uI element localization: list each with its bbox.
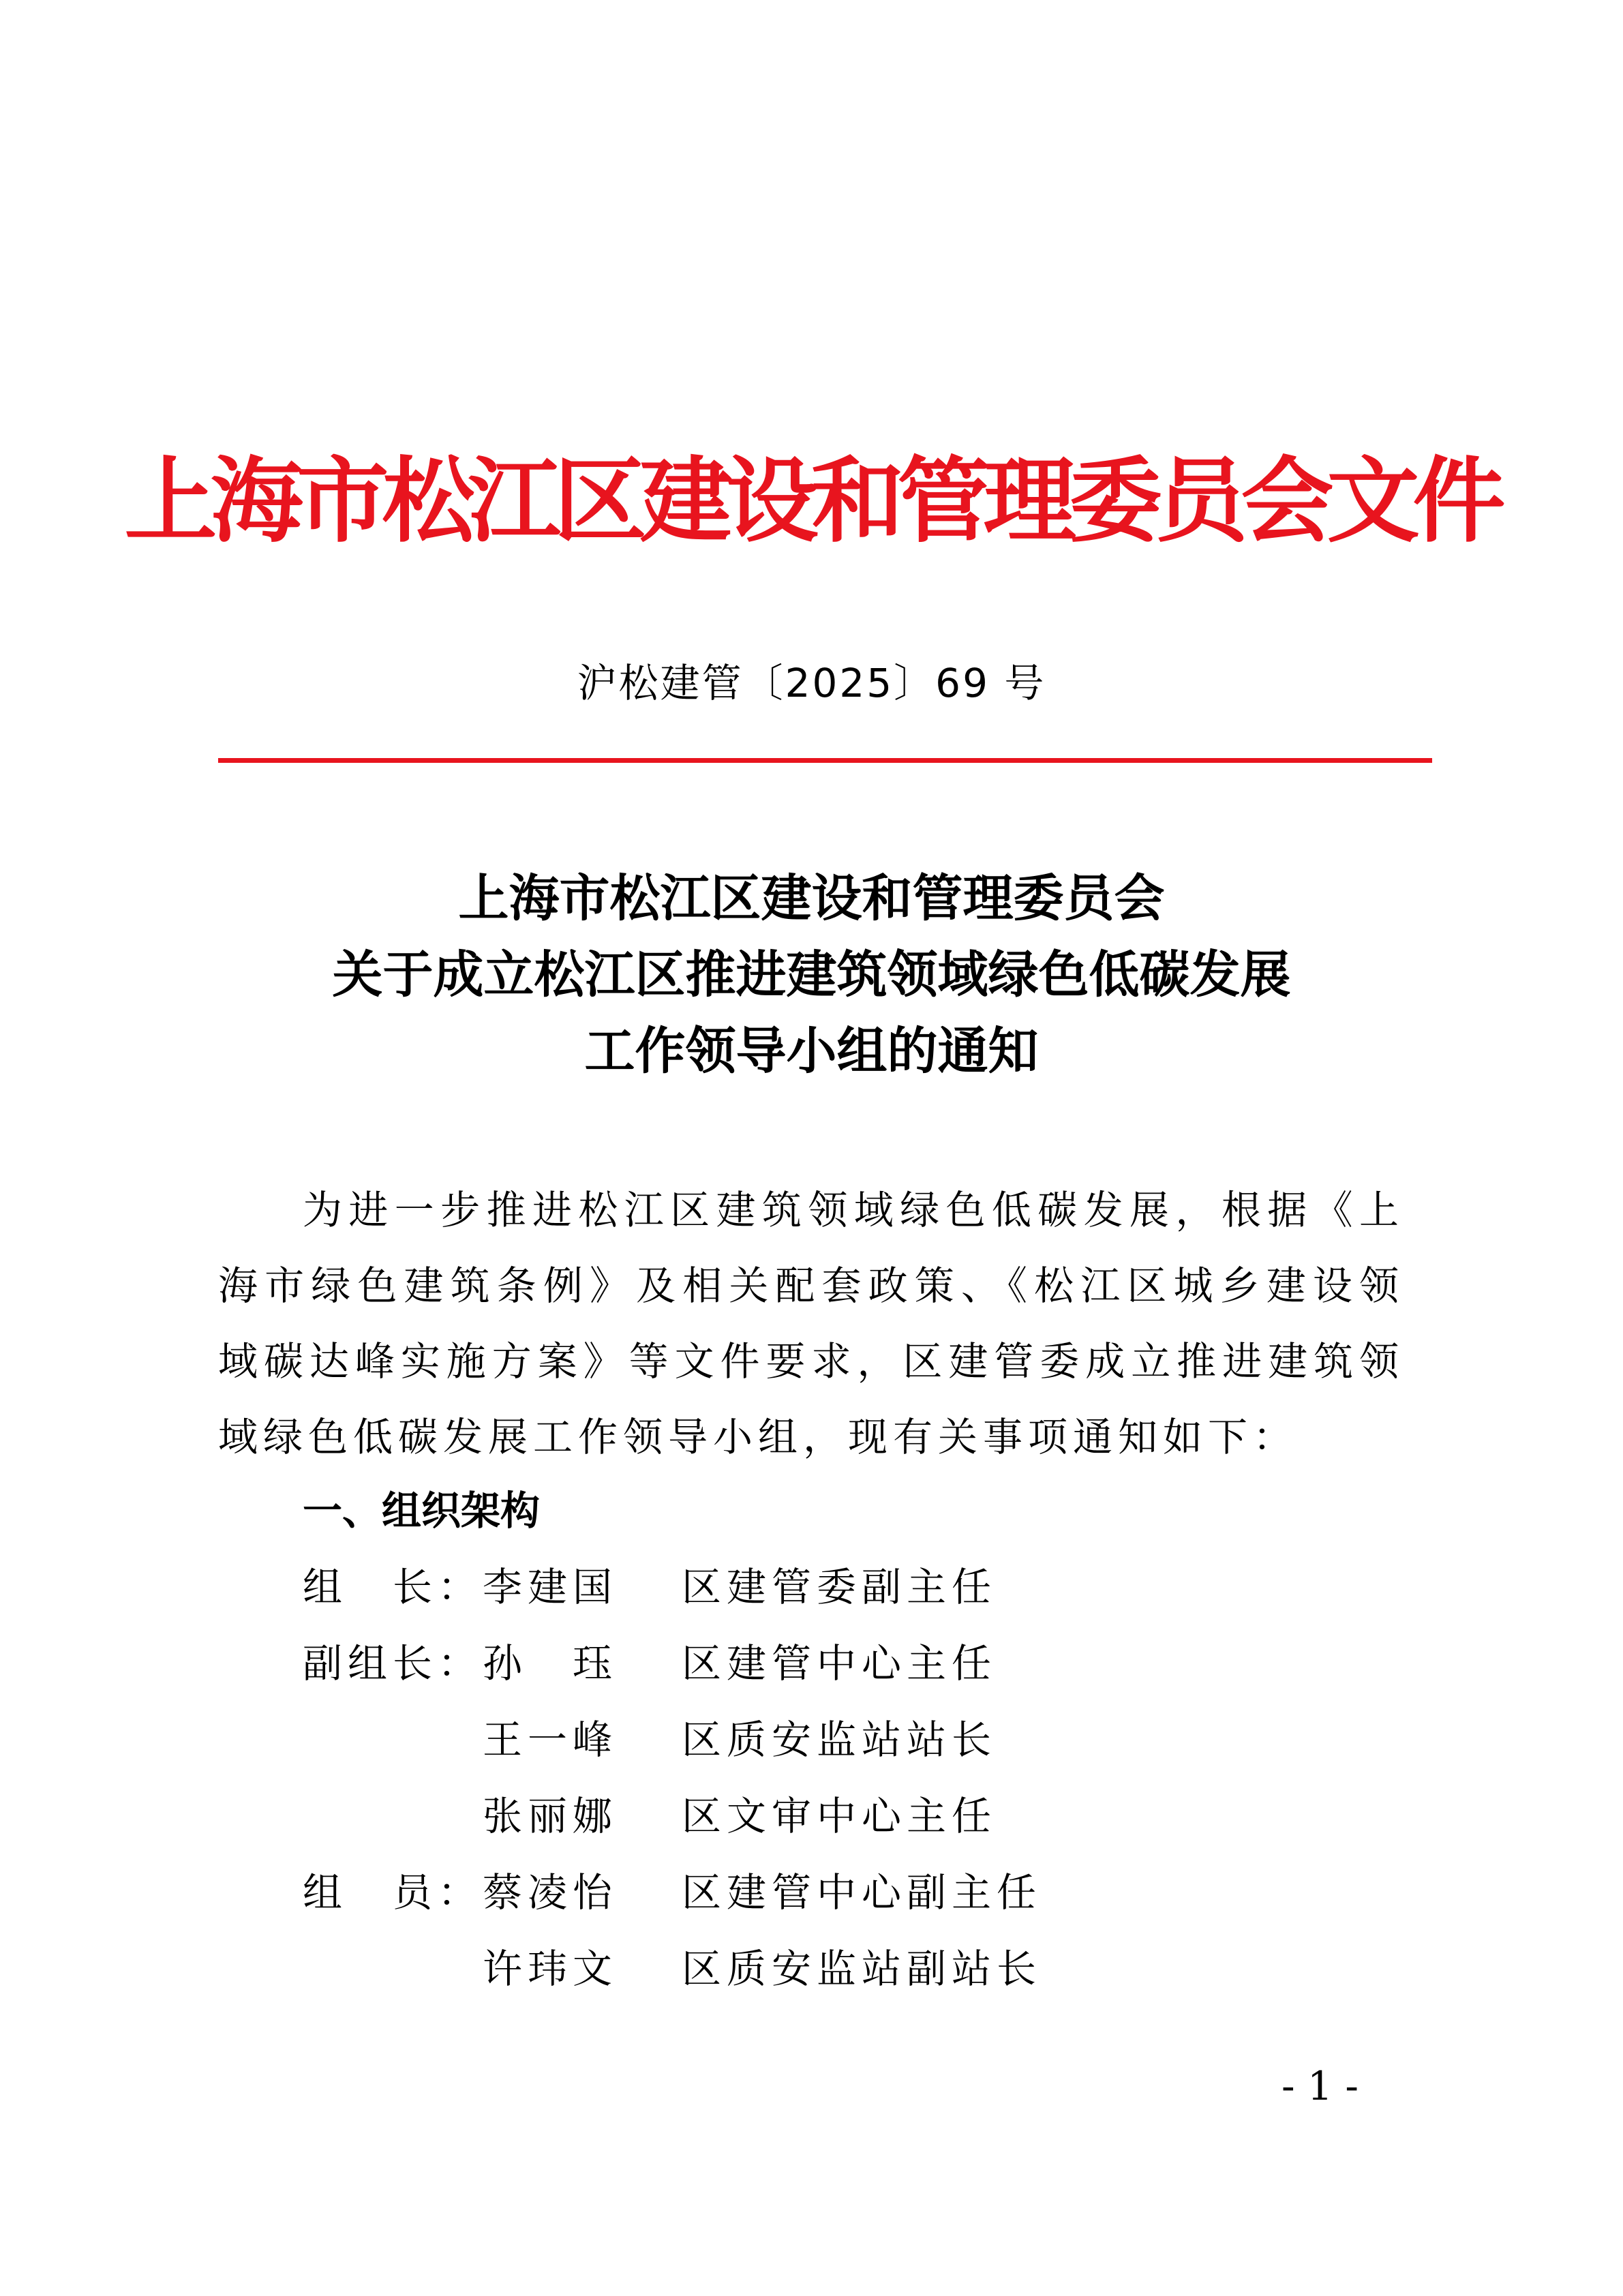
notice-title: [0, 860, 1623, 1089]
red-divider-line: [218, 758, 1432, 763]
member-position: 区质安监站副站长: [682, 1946, 1042, 1992]
title-line-3: 工作领导小组的通知: [584, 1022, 1039, 1081]
body-paragraph: 为进一步推进松江区建筑领域绿色低碳发展，根据《上海市绿色建筑条例》及相关配套政策、《松江区城乡建设领域碳达峰实施方案》等文件要求，区建管委成立推进建筑领域绿色低碳发展工作领导小组，现有关事项通知如下：: [218, 1187, 1404, 1460]
member-position: 区质安监站站长: [682, 1717, 997, 1763]
member-name: 李建国: [483, 1564, 618, 1610]
member-role: 副组长：: [303, 1640, 483, 1687]
member-position: 区建管中心副主任: [682, 1869, 1042, 1916]
member-row: [303, 1782, 1393, 1850]
member-name: 孙 珏: [483, 1640, 618, 1687]
member-name: 张丽娜: [483, 1793, 618, 1839]
member-name: 许玮文: [483, 1946, 618, 1992]
member-name: 蔡凌怡: [483, 1869, 618, 1916]
page-number: - 1 -: [1281, 2063, 1359, 2109]
member-row: [303, 1935, 1393, 2003]
member-position: 区建管中心主任: [682, 1640, 997, 1687]
title-line-1: 上海市松江区建设和管理委员会: [458, 869, 1165, 928]
member-row: [303, 1706, 1393, 1774]
member-position: 区建管委副主任: [682, 1564, 997, 1610]
title-line-2: 关于成立松江区推进建筑领域绿色低碳发展: [332, 946, 1291, 1004]
member-row: [303, 1553, 1393, 1621]
member-row: [303, 1858, 1393, 1927]
member-row: [303, 1629, 1393, 1697]
member-role: 组 员：: [303, 1869, 483, 1916]
member-role: 组 长：: [303, 1564, 483, 1610]
member-name: 王一峰: [483, 1717, 618, 1763]
document-number: 沪松建管〔2025〕69 号: [577, 660, 1046, 706]
section-heading-organization: 一、组织架构: [303, 1487, 541, 1534]
masthead-title: 上海市松江区建设和管理委员会文件: [124, 447, 1499, 556]
member-position: 区文审中心主任: [682, 1793, 997, 1839]
